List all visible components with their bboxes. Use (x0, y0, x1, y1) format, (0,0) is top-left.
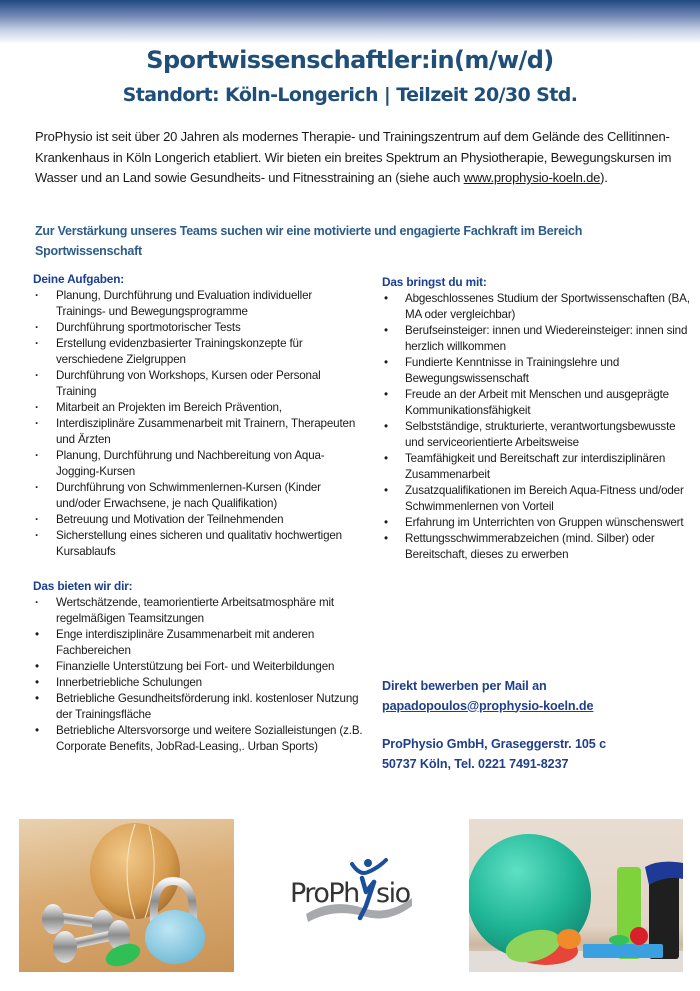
list-item-text: Zusatzqualifikationen im Bereich Aqua-Fitness und/oder Schwimmenlernen von Vorteil (405, 484, 684, 513)
bullet-icon (384, 483, 388, 499)
list-item-text: Sicherstellung eines sicheren und qualitativ hochwertigen Kursablaufs (56, 529, 342, 558)
list-item-text: Enge interdisziplinäre Zusammenarbeit mit anderen Fachbereichen (56, 628, 315, 657)
bullet-icon (35, 368, 39, 384)
job-title: Sportwissenschaftler:in(m/w/d) (146, 46, 554, 74)
bullet-icon (384, 419, 388, 435)
aufgaben-list (33, 288, 363, 560)
logo-mark (288, 858, 413, 928)
section-bieten (33, 578, 363, 755)
bullet-icon (35, 595, 39, 611)
list-item-text: Durchführung von Workshops, Kursen oder Personal Training (56, 369, 321, 398)
list-item (382, 515, 697, 531)
list-item-text: Betriebliche Altersvorsorge und weitere Sozialleistungen (z.B. Corporate Benefits, JobRad-Leasing,. Urban Sports) (56, 724, 363, 753)
city-phone: 50737 Köln, Tel. 0221 7491-8237 (382, 756, 569, 771)
list-item-text: Betriebliche Gesundheitsförderung inkl. kostenloser Nutzung der Trainingsfläche (56, 692, 359, 721)
list-item-text: Finanzielle Unterstützung bei Fort- und Weiterbildungen (56, 660, 335, 673)
photo-fitness-equipment (19, 819, 234, 972)
prophysio-logo (288, 858, 413, 928)
list-item-text: Rettungsschwimmerabzeichen (mind. Silber) oder Bereitschaft, dieses zu erwerben (405, 532, 655, 561)
email-link[interactable]: papadopoulos@prophysio-koeln.de (382, 698, 594, 713)
bullet-icon (35, 627, 39, 643)
intro-text: ProPhysio ist seit über 20 Jahren als modernes Therapie- und Trainingszentrum auf dem Gelände des Cellitinnen-Krankenhaus in Köln Longerich etabliert. Wir bieten ein breites Spektrum an Physiotherapie, Bewegungskursen im Wasser und an Land sowie Gesundheits- und Fitnesstraining an (siehe auch (35, 129, 672, 185)
list-item (33, 723, 363, 755)
bieten-list (33, 595, 363, 755)
list-item (33, 448, 363, 480)
bullet-icon (35, 288, 39, 304)
list-item (33, 528, 363, 560)
bringst-list (382, 291, 697, 563)
list-item (382, 483, 697, 515)
list-item-text: Planung, Durchführung und Evaluation individueller Trainings- und Bewegungsprogramme (56, 289, 313, 318)
list-item-text: Durchführung von Schwimmenlernen-Kursen (Kinder und/oder Erwachsene, je nach Qualifikation) (56, 481, 321, 510)
list-item (33, 368, 363, 400)
list-item (33, 336, 363, 368)
list-item (33, 675, 363, 691)
svg-text:ProPh: ProPh (290, 878, 359, 909)
list-item (33, 659, 363, 675)
list-item (382, 451, 697, 483)
bullet-icon (384, 515, 388, 531)
list-item (382, 355, 697, 387)
bullet-icon (35, 480, 39, 496)
list-item (33, 400, 363, 416)
bullet-icon (35, 400, 39, 416)
list-item (33, 691, 363, 723)
gym-ball-illustration (469, 819, 683, 972)
intro-after: ). (600, 170, 608, 185)
list-item (33, 512, 363, 528)
company-intro (35, 127, 685, 189)
section-bringst (382, 274, 697, 563)
list-item-text: Abgeschlossenes Studium der Sportwissenschaften (BA, MA oder vergleichbar) (405, 292, 690, 321)
list-item-text: Interdisziplinäre Zusammenarbeit mit Trainern, Therapeuten und Ärzten (56, 417, 356, 446)
list-item-text: Fundierte Kenntnisse in Trainingslehre und Bewegungswissenschaft (405, 356, 620, 385)
list-item-text: Durchführung sportmotorischer Tests (56, 321, 241, 334)
svg-text:sio: sio (376, 878, 410, 909)
photo-gym-ball-equipment (469, 819, 683, 972)
list-item-text: Berufseinsteiger: innen und Wiedereinsteiger: innen sind herzlich willkommen (405, 324, 688, 353)
website-link[interactable]: www.prophysio-koeln.de (463, 170, 601, 185)
bullet-icon (35, 675, 39, 691)
fitness-equipment-illustration (19, 819, 234, 972)
section-heading: Deine Aufgaben: (33, 272, 125, 286)
list-item (382, 419, 697, 451)
bullet-icon (384, 323, 388, 339)
list-item-text: Wertschätzende, teamorientierte Arbeitsatmosphäre mit regelmäßigen Teamsitzungen (56, 596, 334, 625)
apply-line: Direkt bewerben per Mail an (382, 679, 547, 693)
list-item-text: Teamfähigkeit und Bereitschaft zur interdisziplinären Zusammenarbeit (405, 452, 666, 481)
list-item (33, 320, 363, 336)
list-item (382, 291, 697, 323)
list-item (33, 416, 363, 448)
header-gradient-band (0, 0, 700, 44)
section-heading: Das bieten wir dir: (33, 579, 133, 593)
list-item (33, 480, 363, 512)
bullet-icon (35, 659, 39, 675)
bullet-icon (35, 691, 39, 707)
bullet-icon (384, 355, 388, 371)
list-item-text: Selbstständige, strukturierte, verantwortungsbewusste und serviceorientierte Arbeitsweise (405, 420, 676, 449)
list-item-text: Erfahrung im Unterrichten von Gruppen wünschenswert (405, 516, 684, 529)
bullet-icon (35, 512, 39, 528)
bullet-icon (35, 416, 39, 432)
list-item-text: Mitarbeit an Projekten im Bereich Prävention, (56, 401, 282, 414)
list-item (382, 531, 697, 563)
section-heading: Das bringst du mit: (382, 275, 487, 289)
list-item (382, 323, 697, 355)
list-item-text: Betreuung und Motivation der Teilnehmenden (56, 513, 284, 526)
bullet-icon (384, 291, 388, 307)
bullet-icon (35, 336, 39, 352)
bullet-icon (384, 531, 388, 547)
list-item-text: Erstellung evidenzbasierter Trainingskonzepte für verschiedene Zielgruppen (56, 337, 303, 366)
bullet-icon (384, 451, 388, 467)
lead-statement: Zur Verstärkung unseres Teams suchen wir eine motivierte und engagierte Fachkraft im Bereich Sportwissenschaft (35, 224, 583, 258)
bullet-icon (35, 448, 39, 464)
list-item-text: Freude an der Arbeit mit Menschen und ausgeprägte Kommunikationsfähigkeit (405, 388, 669, 417)
company-address: ProPhysio GmbH, Graseggerstr. 105 c (382, 737, 606, 751)
contact-block (382, 677, 697, 774)
section-aufgaben (33, 271, 363, 560)
list-item (33, 595, 363, 627)
list-item (33, 627, 363, 659)
list-item-text: Innerbetriebliche Schulungen (56, 676, 202, 689)
bullet-icon (35, 320, 39, 336)
list-item (382, 387, 697, 419)
list-item (33, 288, 363, 320)
list-item-text: Planung, Durchführung und Nachbereitung von Aqua-Jogging-Kursen (56, 449, 325, 478)
bullet-icon (35, 528, 39, 544)
bullet-icon (384, 387, 388, 403)
bullet-icon (35, 723, 39, 739)
job-subtitle: Standort: Köln-Longerich | Teilzeit 20/30 Std. (122, 84, 578, 106)
